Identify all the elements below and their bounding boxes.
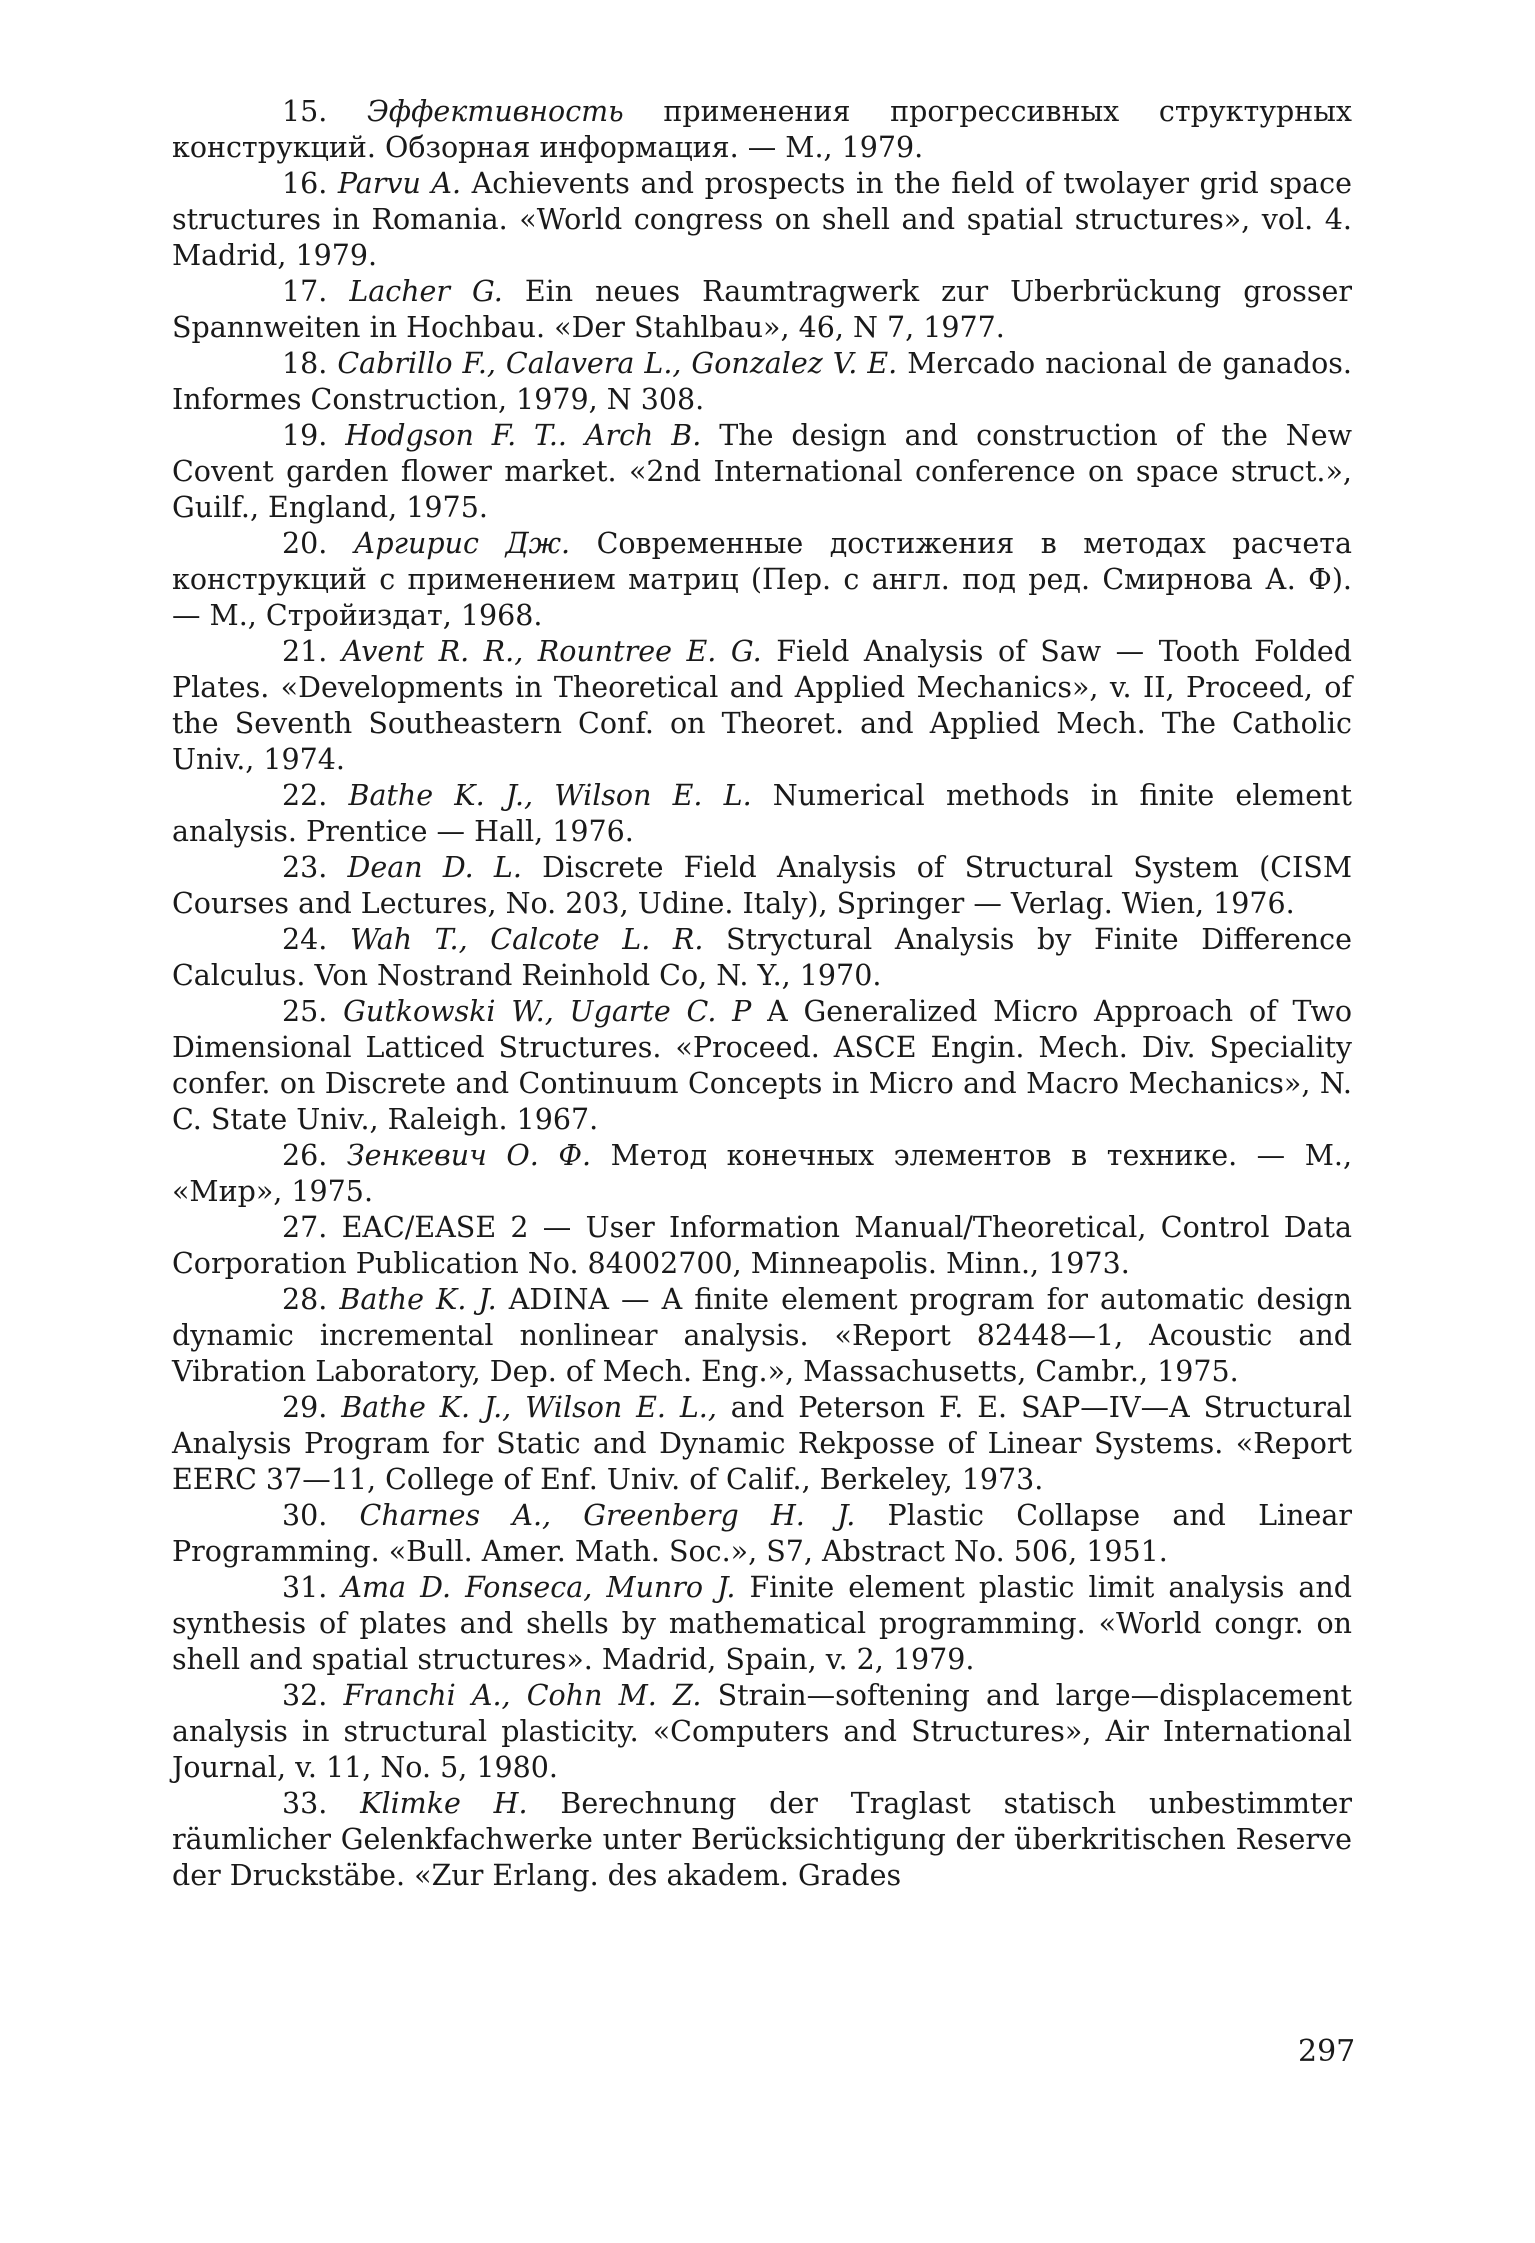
reference-item: 26. Зенкевич О. Ф. Метод конечных элементов в технике. — М., «Мир», 1975. bbox=[172, 1139, 1353, 1208]
reference-item: 32. Franchi A., Cohn M. Z. Strain—softening and large—displacement analysis in structural plasticity. «Computers and Structures», Air International Journal, v. 11, No. 5, 1980. bbox=[172, 1679, 1352, 1784]
reference-item: 16. Parvu A. Achievents and prospects in the field of twolayer grid space structures in Romania. «World congress on shell and spatial structures», vol. 4. Madrid, 1979. bbox=[172, 167, 1352, 272]
reference-item: 28. Bathe K. J. ADINA — A finite element program for automatic design dynamic incremental nonlinear analysis. «Report 82448—1, Acoustic and Vibration Laboratory, Dep. of Mech. Eng.», Massachusetts, Cambr., 1975. bbox=[172, 1283, 1353, 1388]
reference-item: 19. Hodgson F. T.. Arch B. The design and construction of the New Covent garden flower market. «2nd International conference on space struct.», Guilf., England, 1975. bbox=[172, 419, 1352, 524]
reference-item: 33. Klimke H. Berechnung der Traglast statisch unbestimmter räumlicher Gelenkfachwerke unter Berücksichtigung der überkritischen Reserve der Druckstäbe. «Zur Erlang. des akadem. Grades bbox=[172, 1787, 1352, 1892]
reference-item: 17. Lacher G. Ein neues Raumtragwerk zur Uberbrückung grosser Spannweiten in Hochbau. «Der Stahlbau», 46, N 7, 1977. bbox=[172, 275, 1353, 344]
reference-item: 25. Gutkowski W., Ugarte C. P A Generalized Micro Approach of Two Dimensional Latticed Structures. «Proceed. ASCE Engin. Mech. Div. Speciality confer. on Discrete and Continuum Concepts in Micro and Macro Mechanics», N. C. State Univ., Raleigh. 1967. bbox=[172, 995, 1352, 1136]
reference-item: 23. Dean D. L. Discrete Field Analysis of Structural System (CISM Courses and Lectures, No. 203, Udine. Italy), Springer — Verlag. Wien, 1976. bbox=[172, 851, 1352, 920]
page-number: 297 bbox=[1298, 2034, 1356, 2069]
reference-page bbox=[172, 94, 1352, 1894]
reference-item: 15. Эффективность применения прогрессивных структурных конструкций. Обзорная информация. — М., 1979. bbox=[172, 95, 1352, 164]
reference-item: 18. Cabrillo F., Calavera L., Gonzalez V. E. Mercado nacional de ganados. Informes Construction, 1979, N 308. bbox=[172, 347, 1352, 416]
reference-item: 24. Wah T., Calcote L. R. Stryctural Analysis by Finite Difference Calculus. Von Nostrand Reinhold Co, N. Y., 1970. bbox=[172, 923, 1352, 992]
reference-item: 30. Charnes A., Greenberg H. J. Plastic Collapse and Linear Programming. «Bull. Amer. Math. Soc.», S7, Abstract No. 506, 1951. bbox=[172, 1499, 1352, 1568]
reference-list bbox=[172, 94, 1352, 1894]
reference-item: 21. Avent R. R., Rountree E. G. Field Analysis of Saw — Tooth Folded Plates. «Developments in Theoretical and Applied Mechanics», v. II, Proceed, of the Seventh Southeastern Conf. on Theoret. and Applied Mech. The Catholic Univ., 1974. bbox=[172, 635, 1353, 776]
reference-item: 27. EAC/EASE 2 — User Information Manual/Theoretical, Control Data Corporation Publication No. 84002700, Minneapolis. Minn., 1973. bbox=[172, 1211, 1352, 1280]
reference-item: 22. Bathe K. J., Wilson E. L. Numerical methods in finite element analysis. Prentice — Hall, 1976. bbox=[172, 779, 1352, 848]
reference-item: 29. Bathe K. J., Wilson E. L., and Peterson F. E. SAP—IV—A Structural Analysis Program for Static and Dynamic Rekposse of Linear Systems. «Report EERC 37—11, College of Enf. Univ. of Calif., Berkeley, 1973. bbox=[172, 1391, 1352, 1496]
reference-item: 31. Ama D. Fonseca, Munro J. Finite element plastic limit analysis and synthesis of plates and shells by mathematical programming. «World congr. on shell and spatial structures». Madrid, Spain, v. 2, 1979. bbox=[172, 1571, 1353, 1676]
reference-item: 20. Аргирис Дж. Современные достижения в методах расчета конструкций с применением матриц (Пер. с англ. под ред. Смирнова А. Ф). — М., Стройиздат, 1968. bbox=[172, 527, 1352, 632]
